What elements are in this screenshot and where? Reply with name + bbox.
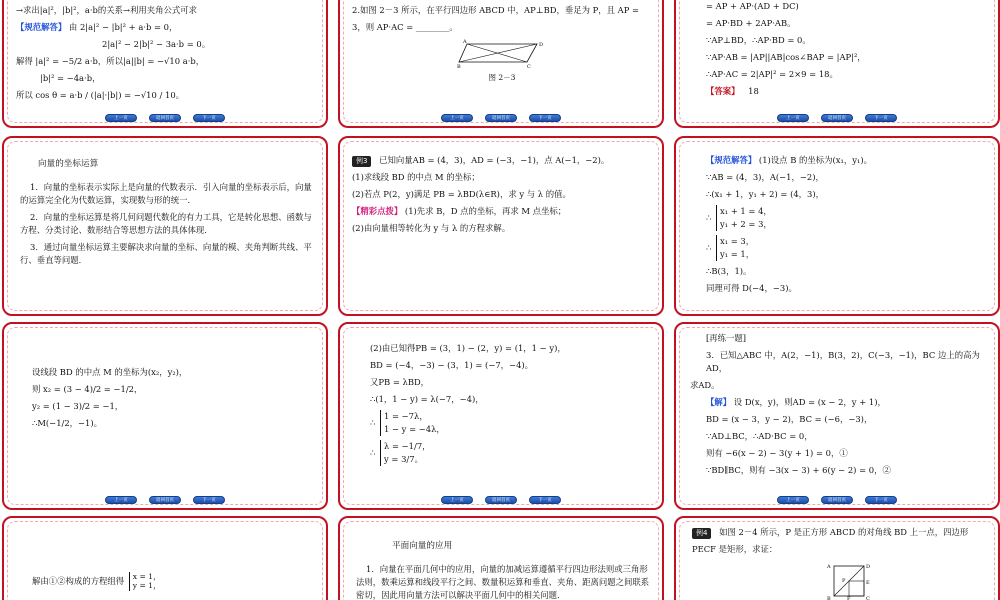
paragraph: 1．向量在平面几何中的应用，向量的加减运算遵循平行四边形法则或三角形法则，数乘运算和线段平行之间、数量积运算和垂直、夹角、距离问题之间联系密切，因此用向量方法可以解决平面几何中的相关问题．: [356, 564, 650, 600]
paragraph: 1．向量的坐标表示实际上是向量的代数表示．引入向量的坐标表示后，向量的运算完全化为代数运算，实现数与形的统一．: [20, 182, 312, 206]
text-line: y = 3/7。: [384, 454, 423, 465]
text-line: (1)求线段 BD 的中点 M 的坐标；: [352, 172, 480, 183]
text-line: 则 x₂ = (3 − 4)/2 = −1/2，: [32, 384, 143, 395]
home-button[interactable]: 返回首页: [821, 114, 853, 122]
slide-10: [2, 516, 328, 600]
text-line: 3．已知△ABC 中，A(2，−1)，B(3，2)，C(−3，−1)，BC 边上的高为 AD，: [706, 350, 980, 374]
solution-tag: 【解】: [706, 397, 732, 408]
text-line: 所以 cos θ = a·b / (|a|·|b|) = −√10 / 10。: [16, 90, 185, 101]
text-line: 解得 |a|² = −5/2 a·b，所以|a||b| = −√10 a·b，: [16, 56, 205, 67]
text-line: 2|a|² − 2|b|² − 3a·b = 0。: [102, 39, 211, 50]
section-title: 向量的坐标运算: [38, 159, 99, 169]
solution-tag: 【规范解答】: [706, 155, 757, 165]
point-label: B: [827, 596, 831, 600]
next-page-button[interactable]: 下一页: [529, 496, 561, 504]
text-line: ∵AP·AB = |AP||AB|cos∠BAP = |AP|²，: [706, 52, 866, 63]
slide-6: 【规范解答】 (1)设点 B 的坐标为(x₁，y₁)。 ∵AB = (4，3)，A(−1，−2)， ∴(x₁ + 1，y₁ + 2) = (4，3)， ∴ x₁ + 1 = 4， y₁ + 2 = 3， ∴ x₁ = 3， y₁ = 1， ∴B(3，1)。 同理可得 D(−4，−3)。: [674, 136, 1000, 316]
next-page-button[interactable]: 下一页: [193, 496, 225, 504]
prev-page-button[interactable]: 上一页: [441, 496, 473, 504]
text-line: BD = (−4，−3) − (3，1) = (−7，−4)。: [370, 360, 534, 371]
text-line: →求出|a|²，|b|²，a·b的关系→利用夹角公式可求: [16, 5, 198, 15]
text-line: y₁ + 2 = 3，: [720, 219, 772, 230]
point-label: D: [539, 42, 544, 49]
prev-page-button[interactable]: 上一页: [105, 496, 137, 504]
slide-5: [338, 136, 664, 316]
home-button[interactable]: 返回首页: [485, 496, 517, 504]
next-page-button[interactable]: 下一页: [529, 114, 561, 122]
text-line: = AP + AP·(AD + DC): [706, 1, 799, 11]
prev-page-button[interactable]: 上一页: [777, 496, 809, 504]
slide-nav: [676, 496, 998, 504]
slide-nav: [340, 496, 662, 504]
slide-4: [2, 136, 328, 316]
slide-1: [2, 0, 328, 128]
point-label: F: [847, 596, 851, 600]
text-line: = AP·BD + 2AP·AB。: [706, 18, 796, 29]
prev-page-button[interactable]: 上一页: [777, 114, 809, 122]
text-line: (2)由向量相等转化为 y 与 λ 的方程求解。: [352, 223, 511, 234]
next-page-button[interactable]: 下一页: [193, 114, 225, 122]
text-line: 则有 −6(x − 2) − 3(y + 1) = 0，①: [706, 448, 848, 459]
text-line: 又PB = λBD，: [370, 377, 430, 388]
point-label: E: [866, 580, 870, 587]
text-line: y₁ = 1，: [720, 249, 755, 260]
slide-11: [338, 516, 664, 600]
text-line: ∵AD⊥BC，∴AD·BC = 0，: [706, 431, 813, 442]
text-line: λ = −1/7，: [384, 441, 431, 452]
point-label: C: [527, 64, 531, 69]
point-label: A: [827, 564, 831, 571]
point-label: P: [842, 578, 846, 585]
text-line: BD = (x − 3，y − 2)，BC = (−6，−3)，: [706, 414, 873, 425]
text-line: ∴B(3，1)。: [706, 266, 752, 277]
answer-value: 18: [748, 86, 759, 97]
text-line: ∴(x₁ + 1，y₁ + 2) = (4，3)，: [706, 189, 825, 200]
text-line: 解由①②构成的方程组得: [32, 575, 125, 586]
point-label: A: [463, 39, 467, 46]
text-line: x₁ + 1 = 4，: [720, 206, 772, 217]
text-line: 设线段 BD 的中点 M 的坐标为(x₂，y₂)，: [32, 367, 188, 377]
slide-nav: [4, 114, 326, 122]
example-badge: 例4: [692, 528, 711, 539]
slide-12: [674, 516, 1000, 600]
text-line: (2)若点 P(2，y)满足 PB = λBD(λ∈R)，求 y 与 λ 的值。: [352, 189, 571, 200]
text-line: (1)先求 B，D 点的坐标，再求 M 点坐标；: [404, 206, 567, 217]
prev-page-button[interactable]: 上一页: [441, 114, 473, 122]
prev-page-button[interactable]: 上一页: [105, 114, 137, 122]
point-label: D: [866, 564, 871, 571]
slide-nav: [4, 496, 326, 504]
square-diagram: [822, 560, 882, 600]
hint-tag: 【精彩点拨】: [352, 206, 403, 217]
parallelogram-diagram: [457, 38, 547, 68]
text-line: 1 − y = −4λ，: [384, 424, 445, 435]
text-line: |b|² = −4a·b，: [40, 73, 101, 84]
text-line: (2)由已知得PB = (3，1) − (2，y) = (1，1 − y)，: [370, 343, 566, 353]
paragraph: 3．通过向量坐标运算主要解决求向量的坐标、向量的模、夹角判断共线、平行、垂直等问题．: [20, 242, 312, 266]
slide-nav: [676, 114, 998, 122]
text-line: ∴AP·AC = 2|AP|² = 2×9 = 18。: [706, 69, 838, 80]
solution-tag: 【规范解答】: [16, 22, 67, 33]
text-line: y₂ = (1 − 3)/2 = −1，: [32, 401, 124, 412]
slide-2: [338, 0, 664, 128]
text-line: y = 1，: [132, 581, 161, 591]
next-page-button[interactable]: 下一页: [865, 496, 897, 504]
point-label: C: [866, 596, 870, 600]
slide-nav: [340, 114, 662, 122]
text-line: ∵AP⊥BD，∴AP·BD = 0。: [706, 35, 811, 46]
text-line: 同理可得 D(−4，−3)。: [706, 283, 797, 294]
text-line: ∴(1，1 − y) = λ(−7，−4)，: [370, 394, 484, 405]
text-line: 设 D(x，y)，则AD = (x − 2，y + 1)，: [733, 397, 886, 408]
text-line: 如图 2－4 所示，P 是正方形 ABCD 的对角线 BD 上一点，四边形: [719, 527, 969, 537]
example-badge: 例3: [352, 156, 371, 167]
slide-9: [674, 322, 1000, 510]
text-line: 求AD。: [690, 380, 720, 391]
section-title: 平面向量的应用: [392, 541, 453, 551]
text-line: ∵BD∥BC，则有 −3(x − 3) + 6(y − 2) = 0，②: [706, 465, 891, 476]
text-line: 2.如图 2－3 所示，在平行四边形 ABCD 中，AP⊥BD，垂足为 P，且 AP =: [352, 5, 640, 15]
text-line: ∴M(−1/2，−1)。: [32, 418, 103, 429]
text-line: 1 = −7λ，: [384, 411, 428, 422]
text-line: (1)设点 B 的坐标为(x₁，y₁)。: [758, 155, 872, 165]
text-line: PECF 是矩形，求证：: [692, 544, 778, 555]
section-header: [再练一题]: [706, 333, 747, 343]
text-line: ∵AB = (4，3)，A(−1，−2)，: [706, 172, 824, 183]
text-line: x₁ = 3，: [720, 236, 755, 247]
text-line: 3，则 AP·AC = ________。: [352, 22, 458, 33]
point-label: B: [457, 64, 461, 69]
home-button[interactable]: 返回首页: [485, 114, 517, 122]
paragraph: 2．向量的坐标运算是将几何问题代数化的有力工具，它是转化思想、函数与方程、分类讨论、数形结合等思想方法的具体体现．: [20, 212, 312, 236]
home-button[interactable]: 返回首页: [821, 496, 853, 504]
home-button[interactable]: 返回首页: [149, 496, 181, 504]
answer-tag: 【答案】: [706, 86, 740, 97]
text-line: x = 1，: [132, 572, 161, 581]
figure-caption: 图 2－3: [488, 73, 516, 83]
slide-7: [2, 322, 328, 510]
home-button[interactable]: 返回首页: [149, 114, 181, 122]
next-page-button[interactable]: 下一页: [865, 114, 897, 122]
slide-8: (2)由已知得PB = (3，1) − (2，y) = (1，1 − y)， BD = (−4，−3) − (3，1) = (−7，−4)。 又PB = λBD， ∴(1，1 − y) = λ(−7，−4)， ∴ 1 = −7λ， 1 − y = −4λ， ∴ λ = −1/7， y = 3/7。 上一页 返回首页 下一页: [338, 322, 664, 510]
slide-3: [674, 0, 1000, 128]
text-line: 由 2|a|² − |b|² + a·b = 0，: [68, 22, 178, 33]
text-line: 已知向量AB = (4，3)，AD = (−3，−1)，点 A(−1，−2)。: [379, 155, 610, 165]
